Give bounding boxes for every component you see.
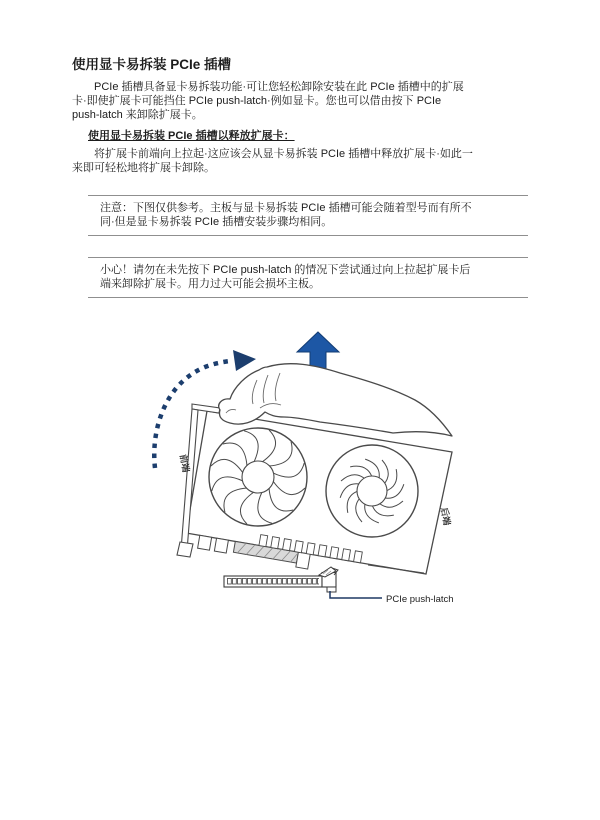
front-end-label: 前端 [178, 453, 192, 474]
intro-line: PCIe 插槽具备显卡易拆装功能·可让您轻松卸除安装在此 PCIe 插槽中的扩展 [94, 81, 464, 93]
step-paragraph [72, 147, 542, 175]
latch-leader-line [330, 591, 382, 598]
pcie-slot [224, 567, 338, 592]
gpu-removal-illustration [130, 325, 540, 615]
fan-icon [209, 428, 308, 527]
caution-line: 小心！请勿在未先按下 PCIe push-latch 的情况下尝试通过向上拉起扩展卡后 [100, 264, 471, 276]
illustration-svg [130, 325, 540, 615]
latch-label: PCIe push-latch [386, 594, 454, 605]
note-line: 同·但是显卡易拆装 PCIe 插槽安装步骤均相同。 [100, 216, 333, 228]
intro-line: 卡·即使扩展卡可能挡住 PCIe push-latch·例如显卡。您也可以借由按下 PCIe [72, 95, 442, 107]
note-line: 注意：下图仅供参考。主板与显卡易拆装 PCIe 插槽可能会随着型号而有所不 [100, 202, 472, 214]
release-subheading: 使用显卡易拆装 PCIe 插槽以释放扩展卡： [88, 130, 295, 142]
caution-box [88, 257, 528, 298]
rear-end-label: 后端 [439, 506, 453, 527]
page-title: 使用显卡易拆装 PCIe 插槽 [72, 57, 232, 72]
caution-line: 端来卸除扩展卡。用力过大可能会损坏主板。 [100, 278, 320, 290]
intro-paragraph [72, 80, 542, 122]
note-box [88, 195, 528, 236]
step-line: 将扩展卡前端向上拉起·这应该会从显卡易拆装 PCIe 插槽中释放扩展卡·如此一 [94, 148, 473, 160]
intro-line: push-latch 来卸除扩展卡。 [72, 109, 203, 121]
step-line: 来即可轻松地将扩展卡卸除。 [72, 162, 215, 174]
